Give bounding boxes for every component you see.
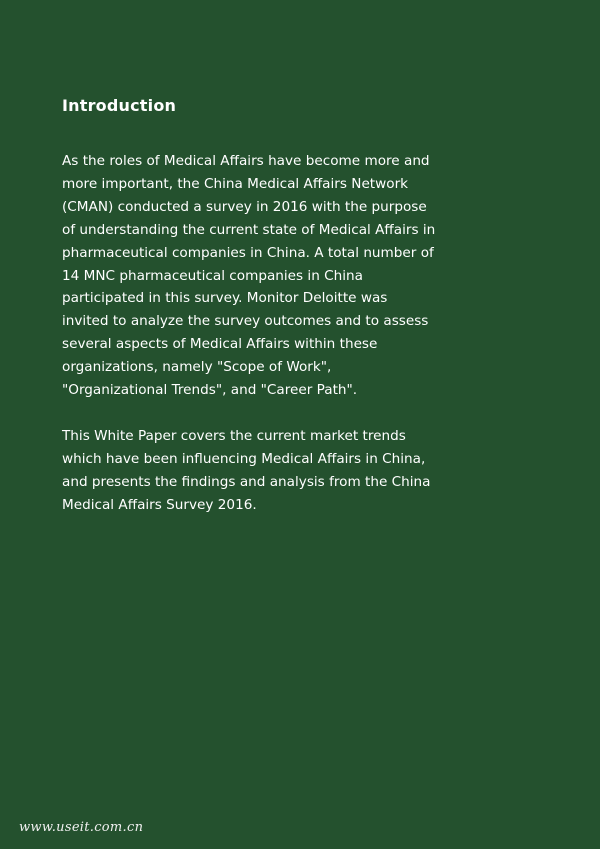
- paragraph-1: [62, 150, 462, 402]
- text-line: several aspects of Medical Affairs within these: [62, 336, 378, 353]
- text-line: "Organizational Trends", and "Career Path".: [62, 382, 358, 399]
- text-line: more important, the China Medical Affairs Network: [62, 175, 409, 192]
- text-line: of understanding the current state of Medical Affairs in: [62, 221, 436, 238]
- paragraph-2: [62, 425, 462, 517]
- text-line: As the roles of Medical Affairs have become more and: [62, 153, 430, 169]
- text-line: invited to analyze the survey outcomes and to assess: [62, 313, 429, 330]
- text-line: which have been influencing Medical Affairs in China,: [62, 450, 426, 467]
- watermark-text: www.useit.com.cn: [19, 820, 144, 835]
- text-line: (CMAN) conducted a survey in 2016 with the purpose: [62, 198, 427, 215]
- text-line: participated in this survey. Monitor Deloitte was: [62, 290, 388, 307]
- text-line: 14 MNC pharmaceutical companies in China: [62, 267, 363, 284]
- body-text: [62, 150, 462, 516]
- text-line: organizations, namely "Scope of Work",: [62, 359, 332, 376]
- text-line: and presents the findings and analysis from the China: [62, 473, 431, 490]
- text-line: pharmaceutical companies in China. A total number of: [62, 244, 434, 261]
- section-heading: Introduction: [62, 96, 177, 115]
- text-line: This White Paper covers the current market trends: [62, 427, 406, 444]
- text-line: Medical Affairs Survey 2016.: [62, 496, 257, 513]
